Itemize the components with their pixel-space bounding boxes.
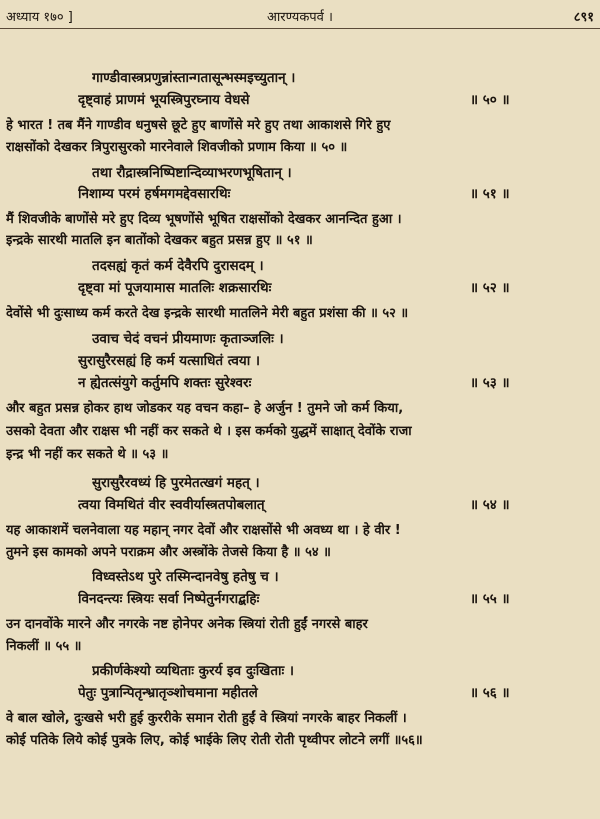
translation-line: इन्द्रके सारथी मातलि इन बातोंको देखकर बहुत प्रसन्न हुए ॥ ५१ ॥ xyxy=(6,233,313,248)
verse-line: त्वया विमथितं वीर स्ववीर्यास्त्रतपोबलात् xyxy=(78,497,265,513)
verse-line: सुरासुरैरवध्यं हि पुरमेतत्खगं महत् । xyxy=(92,475,260,491)
translation-line: देवोंसे भी दुःसाध्य कर्म करते देख इन्द्रके सारथी मातलिने मेरी बहुत प्रशंसा की ॥ ५२ ॥ xyxy=(6,306,409,321)
translation-line: इन्द्र भी नहीं कर सकते थे ॥ ५३ ॥ xyxy=(6,447,169,462)
translation-line: वे बाल खोले, दुःखसे भरी हुई कुररीके समान रोती हुईं वे स्त्रियां नगरके बाहर निकलीं । xyxy=(6,711,407,726)
verse-number: ॥ ५२ ॥ xyxy=(470,280,510,296)
translation-line: उन दानवोंके मारने और नगरके नष्ट होनेपर अनेक स्त्रियां रोती हुईं नगरसे बाहर xyxy=(6,617,368,632)
verse-line: गाण्डीवास्त्रप्रणुन्नांस्तान्गतासून्भस्मइच्युतान् । xyxy=(92,70,296,86)
verse-line: निशाम्य परमं हर्षमगमद्देवसारथिः xyxy=(78,186,231,202)
translation-line: मैं शिवजीके बाणोंसे मरे हुए दिव्य भूषणोंसे भूषित राक्षसोंको देखकर आनन्दित हुआ । xyxy=(6,212,402,227)
verse-line: तदसह्यं कृतं कर्म देवैरपि दुरासदम् । xyxy=(92,258,264,274)
translation-line: यह आकाशमें चलनेवाला यह महान् नगर देवों और राक्षसोंसे भी अवध्य था । हे वीर ! xyxy=(6,523,401,538)
page-number: ८९१ xyxy=(573,10,594,25)
chapter-label: अध्याय १७० ] xyxy=(6,10,73,25)
verse-number: ॥ ५५ ॥ xyxy=(470,591,510,607)
verse-line: दृष्ट्वाहं प्राणमं भूयस्त्रिपुरघ्नाय वेधसे xyxy=(78,92,250,108)
running-title: आरण्यकपर्व । xyxy=(267,10,333,25)
translation-line: हे भारत ! तब मैंने गाण्डीव धनुषसे छूटे हुए बाणोंसे मरे हुए तथा आकाशसे गिरे हुए xyxy=(6,118,391,133)
translation-line: कोई पतिके लिये कोई पुत्रके लिए, कोई भाईके लिए रोती रोती पृथ्वीपर लोटने लगीं ॥५६॥ xyxy=(6,733,423,748)
verse-line: दृष्ट्वा मां पूजयामास मातलिः शक्रसारथिः xyxy=(78,280,272,296)
verse-line: तथा रौद्रास्त्रनिष्पिष्टान्दिव्याभरणभूषितान् । xyxy=(92,165,292,181)
verse-line: विध्वस्तेऽथ पुरे तस्मिन्दानवेषु हतेषु च । xyxy=(92,569,279,585)
verse-number: ॥ ५० ॥ xyxy=(470,92,510,108)
verse-number: ॥ ५४ ॥ xyxy=(470,497,510,513)
verse-line: न ह्येतत्संयुगे कर्तुमपि शक्तः सुरेश्वरः xyxy=(78,375,252,391)
verse-number: ॥ ५१ ॥ xyxy=(470,186,510,202)
page-header xyxy=(0,0,600,29)
verse-number: ॥ ५३ ॥ xyxy=(470,375,510,391)
verse-line: उवाच चेदं वचनं प्रीयमाणः कृताञ्जलिः । xyxy=(92,331,284,347)
verse-number: ॥ ५६ ॥ xyxy=(470,685,510,701)
translation-line: राक्षसोंको देखकर त्रिपुरासुरको मारनेवाले शिवजीको प्रणाम किया ॥ ५० ॥ xyxy=(6,140,348,155)
translation-line: और बहुत प्रसन्न होकर हाथ जोडकर यह वचन कहा– हे अर्जुन ! तुमने जो कर्म किया, xyxy=(6,401,404,416)
translation-line: निकलीं ॥ ५५ ॥ xyxy=(6,639,82,654)
verse-line: प्रकीर्णकेश्यो व्यथिताः कुरर्य इव दुःखिताः । xyxy=(92,663,295,679)
verse-line: पेतुः पुत्रान्पितृन्भ्रातृञ्शोचमाना महीतले xyxy=(78,685,258,701)
verse-line: सुरासुरैरसह्यं हि कर्म यत्साधितं त्वया । xyxy=(78,353,261,369)
translation-line: तुमने इस कामको अपने पराक्रम और अस्त्रोंके तेजसे किया है ॥ ५४ ॥ xyxy=(6,545,331,560)
translation-line: उसको देवता और राक्षस भी नहीं कर सकते थे । इस कर्मको युद्धमें साक्षात् देवोंके राजा xyxy=(6,424,412,439)
verse-line: विनदन्त्यः स्त्रियः सर्वा निष्पेतुर्नगराद्बहिः xyxy=(78,591,260,607)
